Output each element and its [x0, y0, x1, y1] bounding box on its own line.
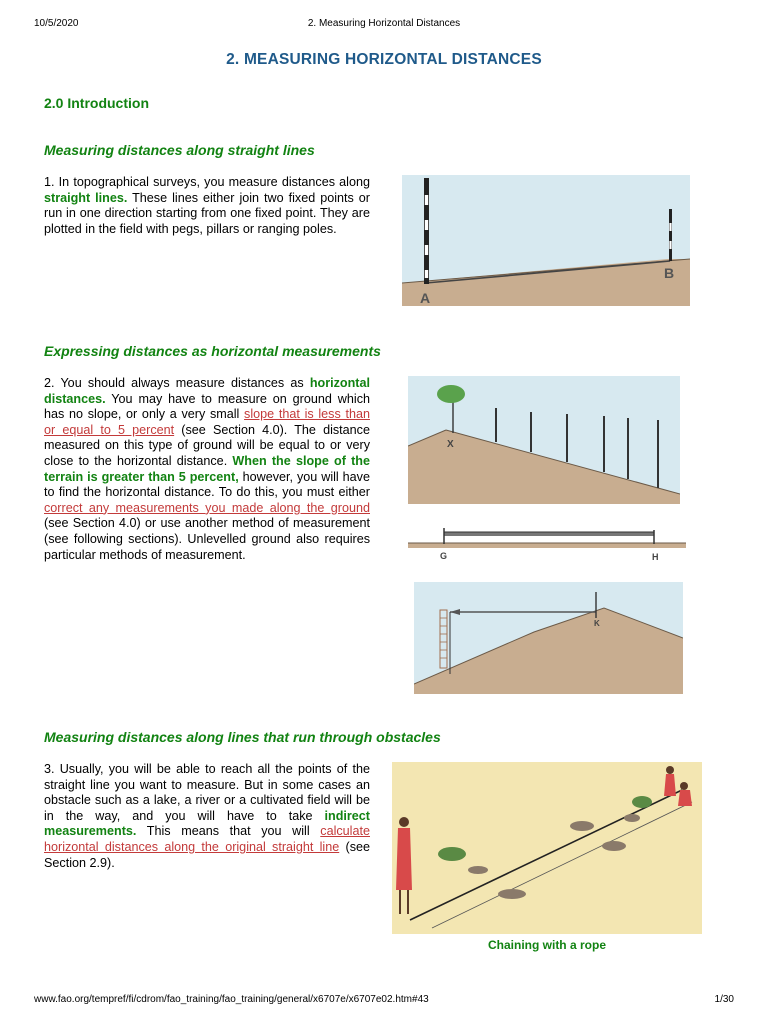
emphasis-straight-lines: straight lines. [44, 190, 128, 205]
intro-heading: 2.0 Introduction [44, 95, 149, 111]
figure-caption: Chaining with a rope [487, 938, 606, 952]
label-b: B [664, 265, 675, 281]
label-h: H [652, 552, 659, 562]
para-text: This means that you will [136, 824, 321, 839]
section-heading-straight-lines: Measuring distances along straight lines [44, 142, 315, 158]
para-text: You may have to measure on ground which has no slope, or only a very small [44, 391, 370, 422]
paragraph-2 [44, 376, 370, 563]
hill-figure [414, 582, 683, 694]
sloped-ground-figure [408, 376, 680, 504]
footer-url: www.fao.org/tempref/fi/cdrom/fao_training/fao_training/general/x6707e/x6707e02.htm#43 [34, 994, 429, 1005]
link-calculate-horizontal[interactable]: calculate horizontal distances along the original straight line [44, 824, 370, 854]
level-ground-figure [408, 524, 686, 566]
para-text: (see Section 4.0). The distance measured on this type of ground will be equal to or very close to the horizontal distance. [44, 422, 370, 468]
paragraph-3 [44, 762, 370, 871]
print-page-title: 2. Measuring Horizontal Distances [307, 18, 461, 29]
para-text: (see Section 2.9). [44, 839, 370, 870]
section-heading-horizontal: Expressing distances as horizontal measurements [44, 343, 381, 359]
label-g: G [440, 551, 448, 561]
print-date: 10/5/2020 [34, 18, 79, 29]
straight-line-figure [402, 175, 690, 306]
para-text: 3. Usually, you will be able to reach all the points of the straight line you want to measure. But in some cases an obstacle such as a lake, a river or a cultivated field will be in the way, and you will have to take [44, 762, 370, 823]
para-text: 2. You should always measure distances as [44, 376, 310, 390]
paragraph-1 [44, 175, 370, 237]
label-a: A [420, 290, 431, 306]
link-slope-5-percent[interactable]: slope that is less than or equal to 5 percent [44, 407, 370, 437]
page-number: 1/30 [714, 994, 734, 1005]
chaining-rope-illustration [392, 762, 702, 934]
para-text: 1. In topographical surveys, you measure distances along [44, 175, 370, 189]
emphasis-slope-greater: When the slope of the terrain is greater than 5 percent, [44, 453, 370, 484]
para-text: These lines either join two fixed points or run in one direction starting from one fixed point. They are plotted in the field with pegs, pillars or ranging poles. [44, 190, 370, 236]
label-x: X [447, 439, 454, 450]
page-title: 2. MEASURING HORIZONTAL DISTANCES [226, 51, 542, 68]
para-text: (see Section 4.0) or use another method of measurement (see following sections). Unlevelled ground also requires particular methods of measurement. [44, 516, 370, 562]
section-heading-obstacles: Measuring distances along lines that run through obstacles [44, 729, 441, 745]
link-correct-measurements[interactable]: correct any measurements you made along the ground [44, 500, 370, 515]
emphasis-indirect-measurements: indirect measurements. [44, 808, 370, 839]
para-text: however, you will have to find the horizontal distance. To do this, you must either [44, 469, 370, 500]
label-k: K [594, 619, 600, 628]
emphasis-horizontal-distances: horizontal distances. [44, 376, 370, 406]
